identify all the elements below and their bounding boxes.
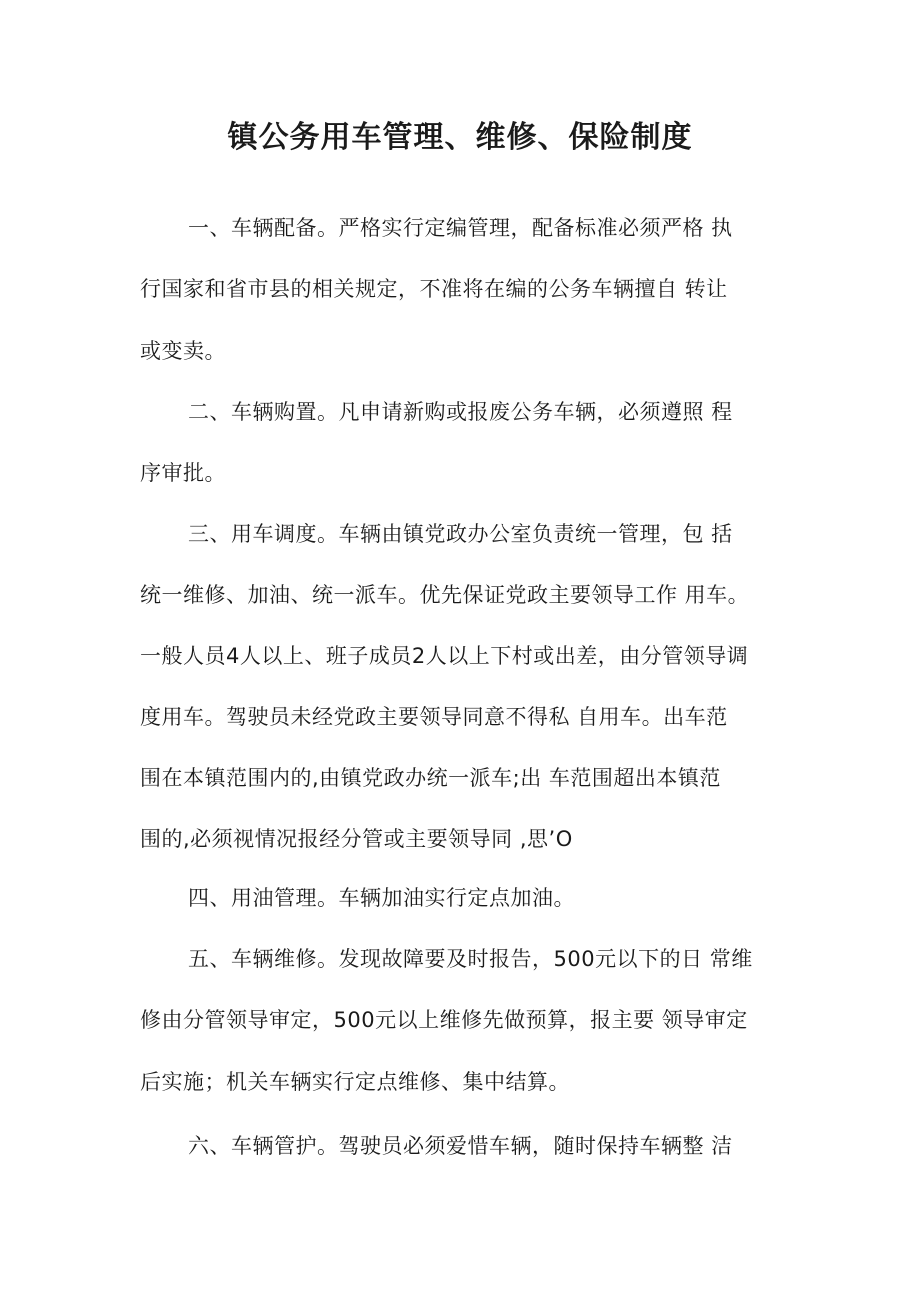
paragraph-1-line-1: 一、车辆配备。严格实行定编管理，配备标准必须严格 执 <box>188 216 733 240</box>
paragraph-1-line-2: 行国家和省市县的相关规定，不准将在编的公务车辆擅自 转让 <box>140 277 728 301</box>
paragraph-4-line-1: 四、用油管理。车辆加油实行定点加油。 <box>188 886 575 910</box>
paragraph-3-line-6: 围的,必须视情况报经分管或主要领导同 ,思’O <box>140 827 573 851</box>
paragraph-3-line-4: 度用车。驾驶员未经党政主要领导同意不得私 自用车。出车范 <box>140 705 728 729</box>
paragraph-2-line-1: 二、车辆购置。凡申请新购或报废公务车辆，必须遵照 程 <box>188 400 733 424</box>
paragraph-3-line-5: 围在本镇范围内的,由镇党政办统一派车;出 车范围超出本镇范 <box>140 766 721 790</box>
paragraph-6-line-1: 六、车辆管护。驾驶员必须爱惜车辆，随时保持车辆整 洁 <box>188 1134 733 1158</box>
paragraph-2-line-2: 序审批。 <box>140 461 226 485</box>
paragraph-5-line-2: 修由分管领导审定，500元以上维修先做预算，报主要 领导审定 <box>140 1008 748 1032</box>
paragraph-3-line-1: 三、用车调度。车辆由镇党政办公室负责统一管理，包 括 <box>188 522 733 546</box>
paragraph-3-line-2: 统一维修、加油、统一派车。优先保证党政主要领导工作 用车。 <box>140 583 750 607</box>
paragraph-5-line-1: 五、车辆维修。发现故障要及时报告，500元以下的日 常维 <box>188 947 753 971</box>
paragraph-1-line-3: 或变卖。 <box>140 339 226 363</box>
paragraph-3-line-3: 一般人员4人以上、班子成员2人以上下村或出差，由分管领导调 <box>140 644 749 668</box>
document-title: 镇公务用车管理、维修、保险制度 <box>227 120 693 155</box>
paragraph-5-line-3: 后实施；机关车辆实行定点维修、集中结算。 <box>140 1070 570 1094</box>
